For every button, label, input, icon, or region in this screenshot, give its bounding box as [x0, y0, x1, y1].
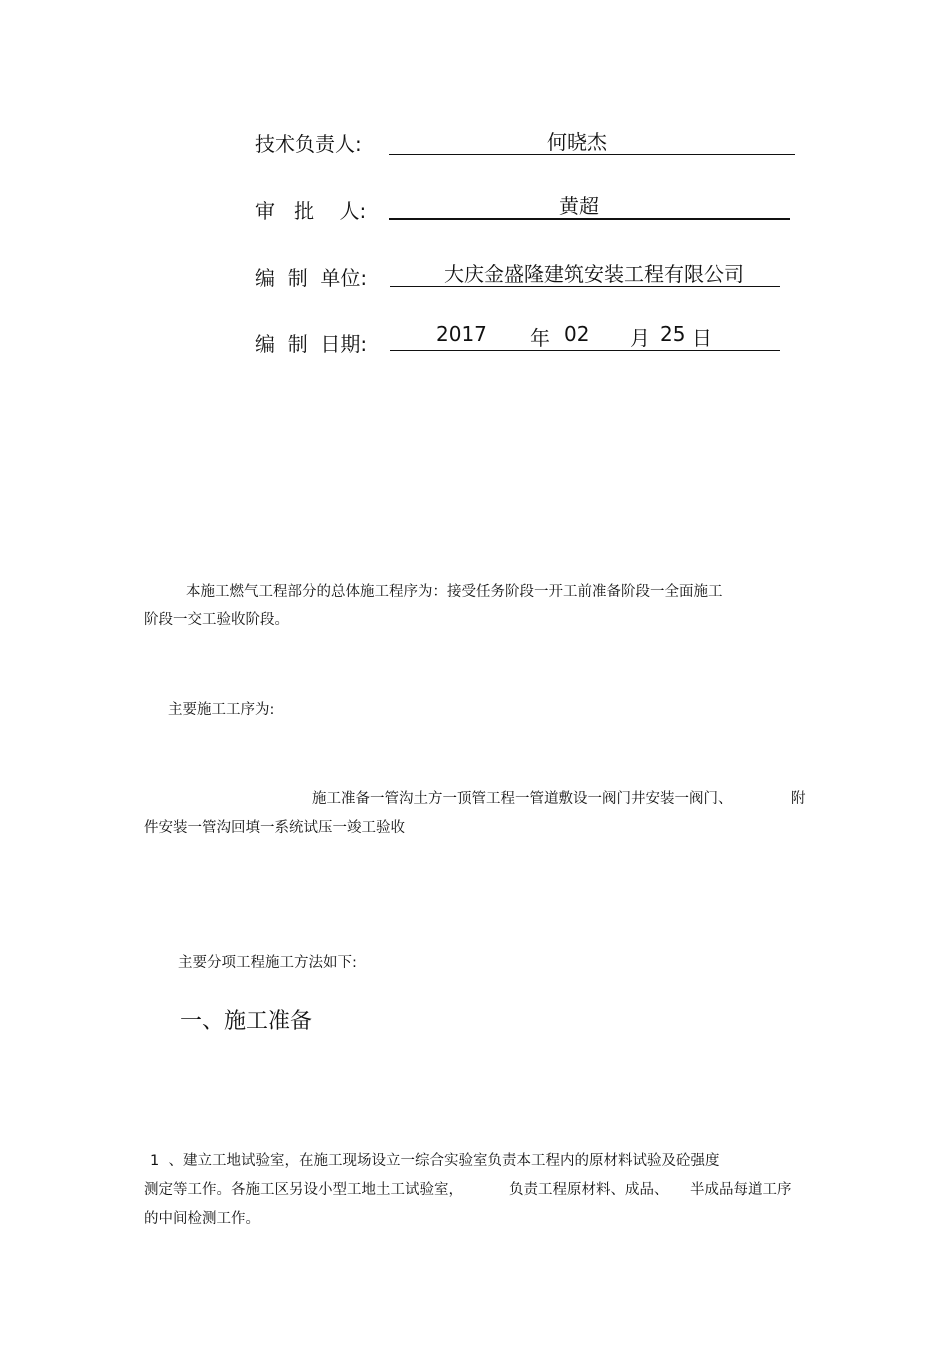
date-day: 25 — [660, 322, 686, 346]
item-1-line-2c: 半成品每道工序 — [690, 1182, 792, 1198]
section-1-heading: 一、施工准备 — [180, 1009, 313, 1034]
item-1-line-3: 的中间检测工作。 — [144, 1211, 260, 1227]
date-month-char: 月 — [630, 326, 650, 350]
item-1-line-2b: 负责工程原材料、成品、 — [509, 1182, 669, 1198]
date-day-char: 日 — [692, 326, 712, 350]
process-line-1: 施工准备一管沟土方一顶管工程一管道敷设一阀门井安装一阀门、 — [312, 791, 733, 807]
unit-label: 编 制 单位: — [255, 266, 368, 290]
method-label: 主要分项工程施工方法如下: — [178, 955, 357, 971]
overview-line-2: 阶段一交工验收阶段。 — [144, 612, 289, 628]
process-line-1-tail: 附 — [791, 791, 806, 807]
date-field — [390, 322, 780, 351]
unit-field — [390, 264, 780, 287]
unit-value: 大庆金盛隆建筑安装工程有限公司 — [444, 262, 744, 286]
tech-lead-label: 技术负责人: — [255, 132, 362, 156]
approver-label: 审 批 人: — [255, 199, 367, 223]
item-1-line-1: 1 、建立工地试验室，在施工现场设立一综合实验室负责本工程内的原材料试验及砼强度 — [150, 1153, 720, 1169]
process-line-2: 件安装一管沟回填一系统试压一竣工验收 — [144, 820, 405, 836]
main-process-label: 主要施工工序为: — [168, 702, 275, 718]
date-year-char: 年 — [530, 326, 550, 350]
date-month: 02 — [564, 322, 590, 346]
tech-lead-value: 何晓杰 — [547, 130, 607, 154]
tech-lead-field — [389, 132, 795, 155]
item-1-line-2a: 测定等工作。各施工区另设小型工地土工试验室， — [144, 1182, 463, 1198]
date-label: 编 制 日期: — [255, 332, 368, 356]
overview-line-1: 本施工燃气工程部分的总体施工程序为：接受任务阶段一开工前准备阶段一全面施工 — [186, 584, 723, 600]
date-year: 2017 — [436, 322, 487, 346]
approver-value: 黄超 — [559, 194, 599, 218]
approver-field — [389, 196, 790, 220]
